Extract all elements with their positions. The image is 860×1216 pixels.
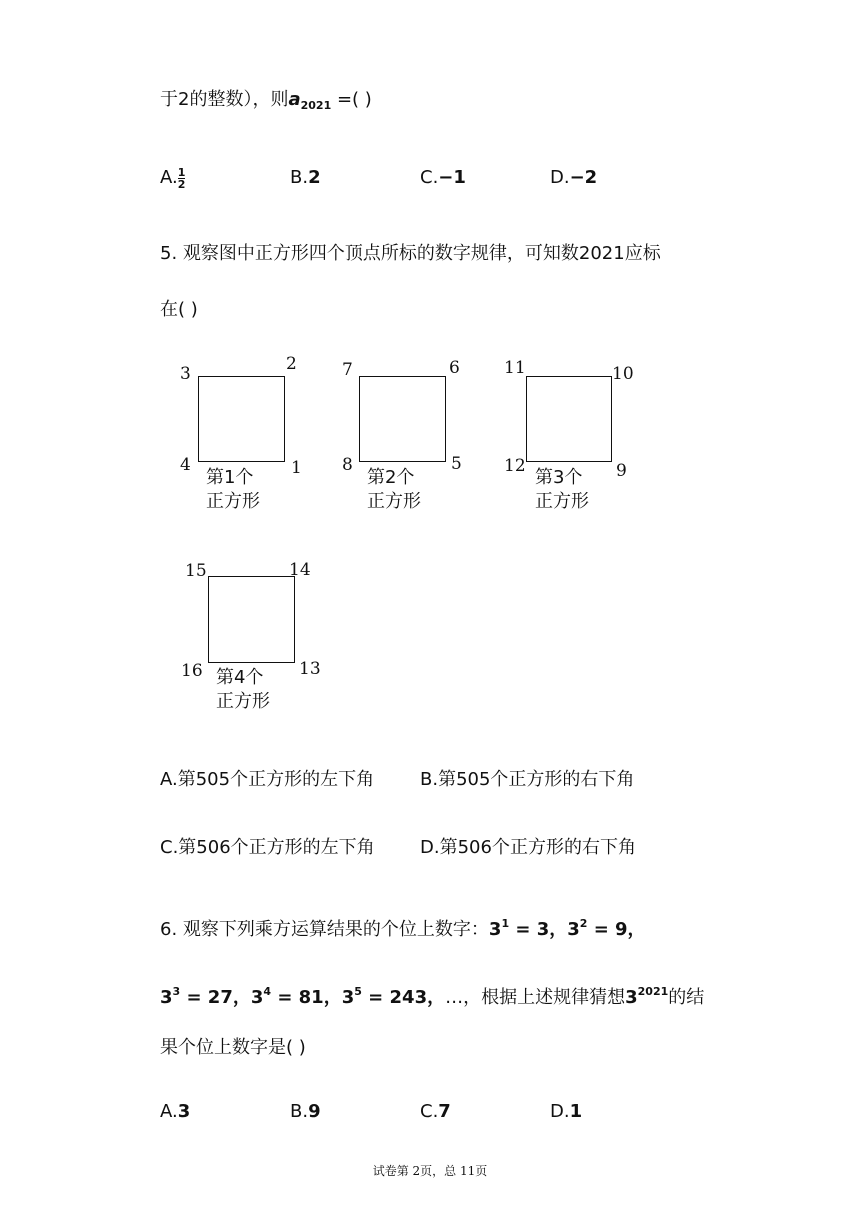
power-base: 3 bbox=[341, 987, 355, 1008]
power-result: = 9， bbox=[587, 919, 646, 940]
q4-blank: =( ) bbox=[331, 89, 372, 110]
q6-option-c[interactable] bbox=[420, 1100, 451, 1124]
power-exponent: 5 bbox=[354, 985, 362, 998]
vertex-bottom-left: 4 bbox=[180, 455, 191, 475]
power-exponent: 4 bbox=[263, 985, 272, 998]
option-c-value: 7 bbox=[438, 1101, 451, 1122]
q6-stem-line2 bbox=[160, 980, 704, 1010]
q6-option-a[interactable] bbox=[160, 1100, 190, 1124]
power-exponent: 2021 bbox=[637, 985, 669, 998]
option-b-prefix: B. bbox=[290, 1101, 309, 1122]
power-result: = 27， bbox=[180, 987, 251, 1008]
vertex-bottom-left: 16 bbox=[181, 661, 203, 681]
square-shape bbox=[198, 376, 285, 462]
power-exponent: 3 bbox=[172, 985, 181, 998]
q4-stem-tail bbox=[160, 88, 372, 118]
q5-option-c[interactable]: C.第506个正方形的左下角 bbox=[160, 837, 375, 858]
power-exponent: 2 bbox=[579, 917, 588, 930]
vertex-top-right: 2 bbox=[286, 354, 297, 374]
q5-option-a[interactable]: A.第505个正方形的左下角 bbox=[160, 769, 375, 790]
q4-subscript: 2021 bbox=[300, 99, 332, 112]
square-caption-line2: 正方形 bbox=[367, 491, 421, 512]
q4-option-d[interactable] bbox=[550, 166, 597, 190]
power-result: = 3， bbox=[509, 919, 568, 940]
option-a-prefix: A. bbox=[160, 167, 178, 188]
q6-option-d[interactable] bbox=[550, 1100, 582, 1124]
power-base: 3 bbox=[488, 919, 502, 940]
option-c-prefix: C. bbox=[420, 1101, 439, 1122]
power-result: = 81， bbox=[271, 987, 342, 1008]
vertex-top-right: 10 bbox=[612, 364, 634, 384]
q4-option-c[interactable] bbox=[420, 166, 466, 190]
vertex-bottom-right: 5 bbox=[451, 454, 462, 474]
fraction-denominator: 2 bbox=[177, 177, 186, 191]
square-caption-line1: 第3个 bbox=[535, 467, 583, 488]
power-exponent: 1 bbox=[501, 917, 510, 930]
q4-option-a[interactable] bbox=[160, 166, 185, 190]
option-c-value: −1 bbox=[438, 167, 466, 188]
vertex-top-left: 11 bbox=[504, 358, 526, 378]
q6-option-b[interactable] bbox=[290, 1100, 321, 1124]
square-caption-line1: 第4个 bbox=[216, 667, 264, 688]
square-caption-line1: 第2个 bbox=[367, 467, 415, 488]
q6-stem-line3: 果个位上数字是( ) bbox=[160, 1037, 306, 1058]
q6-text: 的结 bbox=[668, 987, 705, 1008]
vertex-top-left: 3 bbox=[180, 364, 191, 384]
vertex-top-right: 6 bbox=[449, 358, 460, 378]
square-caption-line2: 正方形 bbox=[216, 691, 270, 712]
power-base: 3 bbox=[160, 987, 173, 1008]
square-caption-line2: 正方形 bbox=[535, 491, 589, 512]
square-caption-line1: 第1个 bbox=[206, 467, 254, 488]
q6-text: …，根据上述规律猜想 bbox=[445, 987, 626, 1008]
vertex-top-left: 15 bbox=[185, 561, 207, 581]
q4-var: a bbox=[288, 89, 301, 110]
vertex-bottom-left: 8 bbox=[342, 455, 353, 475]
power-base: 3 bbox=[567, 919, 580, 940]
option-b-value: 2 bbox=[308, 167, 321, 188]
option-d-prefix: D. bbox=[550, 167, 570, 188]
power-base: 3 bbox=[250, 987, 264, 1008]
vertex-top-left: 7 bbox=[342, 360, 353, 380]
q5-stem-line2: 在( ) bbox=[160, 299, 198, 320]
option-a-prefix: A. bbox=[160, 1101, 178, 1122]
option-c-prefix: C. bbox=[420, 167, 439, 188]
power-base: 3 bbox=[625, 987, 638, 1008]
option-d-value: 1 bbox=[569, 1101, 583, 1122]
option-a-value: 3 bbox=[177, 1101, 191, 1122]
q5-option-d[interactable]: D.第506个正方形的右下角 bbox=[420, 837, 636, 858]
option-d-value: −2 bbox=[569, 167, 598, 188]
power-result: = 243， bbox=[361, 987, 446, 1008]
option-b-value: 9 bbox=[308, 1101, 321, 1122]
vertex-bottom-right: 13 bbox=[299, 659, 321, 679]
square-shape bbox=[208, 576, 295, 663]
q6-stem-line1 bbox=[160, 912, 646, 942]
page-footer: 试卷第 2页，总 11页 bbox=[372, 1164, 488, 1178]
square-shape bbox=[526, 376, 612, 462]
q4-text: 于2的整数），则 bbox=[160, 89, 289, 110]
q6-text: 6. 观察下列乘方运算结果的个位上数字： bbox=[160, 919, 489, 940]
vertex-top-right: 14 bbox=[289, 560, 311, 580]
square-caption-line2: 正方形 bbox=[206, 491, 260, 512]
vertex-bottom-right: 1 bbox=[291, 458, 302, 478]
square-shape bbox=[359, 376, 446, 462]
q4-option-b[interactable] bbox=[290, 166, 321, 190]
fraction-numerator: 1 bbox=[177, 165, 186, 179]
fraction bbox=[178, 167, 186, 190]
vertex-bottom-left: 12 bbox=[504, 456, 526, 476]
q5-option-b[interactable]: B.第505个正方形的右下角 bbox=[420, 769, 635, 790]
q5-stem-line1: 5. 观察图中正方形四个顶点所标的数字规律，可知数2021应标 bbox=[160, 243, 661, 264]
vertex-bottom-right: 9 bbox=[616, 461, 627, 481]
option-d-prefix: D. bbox=[550, 1101, 570, 1122]
option-b-prefix: B. bbox=[290, 167, 309, 188]
